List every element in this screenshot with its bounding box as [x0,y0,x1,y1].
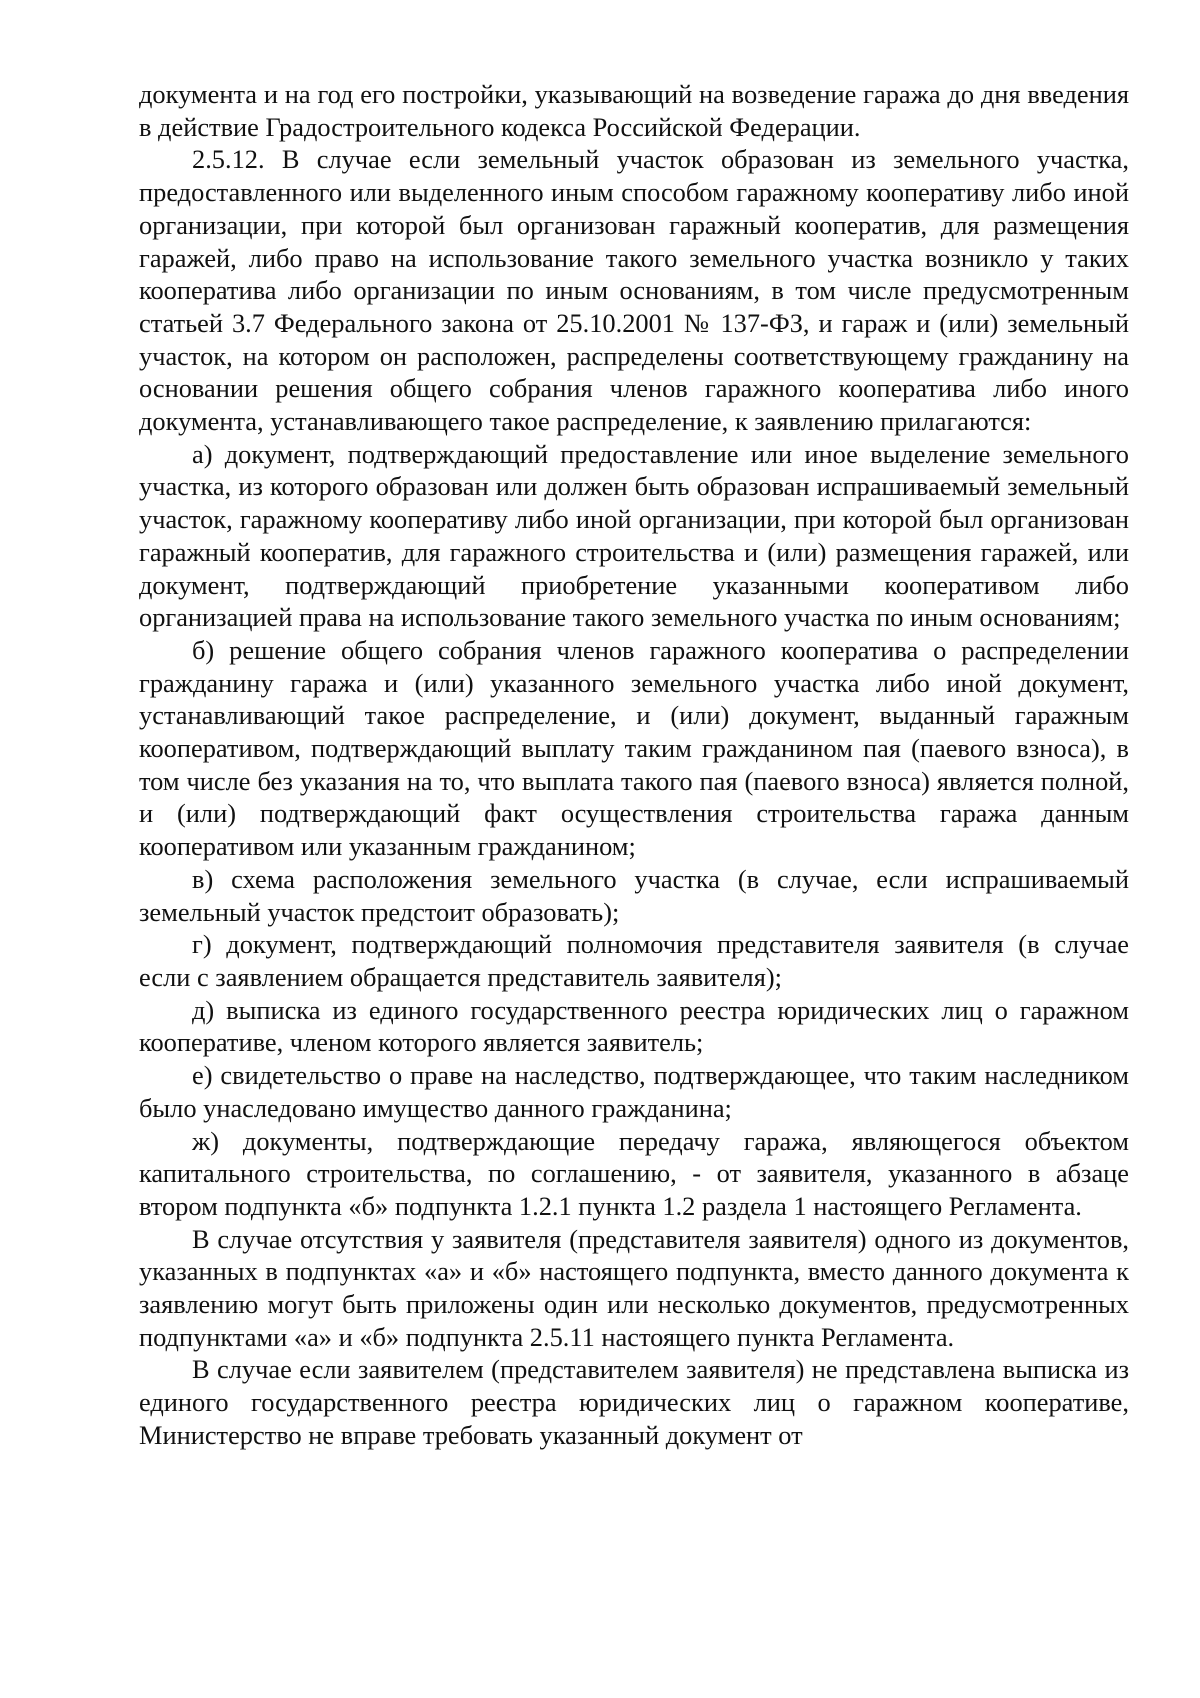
paragraph-2-5-12: 2.5.12. В случае если земельный участок образован из земельного участка, предоставленного или выделенного иным способом гаражному кооперативу либо иной организации, при которой был организован гаражный кооператив, для размещения гаражей, либо право на использование такого земельного участка возникло у таких кооператива либо организации по иным основаниям, в том числе предусмотренным статьей 3.7 Федерального закона от 25.10.2001 № 137-ФЗ, и гараж и (или) земельный участок, на котором он расположен, распределены соответствующему гражданину на основании решения общего собрания членов гаражного кооператива либо иного документа, устанавливающего такое распределение, к заявлению прилагаются: [139,144,1129,437]
paragraph-continuation: документа и на год его постройки, указывающий на возведение гаража до дня введения в действие Градостроительного кодекса Российской Федерации. [139,79,1129,142]
paragraph-egrul-extract: В случае если заявителем (представителем заявителя) не представлена выписка из единого государственного реестра юридических лиц о гаражном кооперативе, Министерство не вправе требовать указанный документ от [139,1354,1129,1450]
list-item-a: а) документ, подтверждающий предоставление или иное выделение земельного участка, из которого образован или должен быть образован испрашиваемый земельный участок, гаражному кооперативу либо иной организации, при которой был организован гаражный кооператив, для гаражного строительства и (или) размещения гаражей, или документ, подтверждающий приобретение указанными кооперативом либо организацией права на использование такого земельного участка по иным основаниям; [139,438,1129,633]
document-page [139,78,1129,1452]
list-item-d: д) выписка из единого государственного реестра юридических лиц о гаражном кооперативе, членом которого является заявитель; [139,994,1129,1058]
list-item-g: г) документ, подтверждающий полномочия представителя заявителя (в случае если с заявлением обращается представитель заявителя); [139,929,1129,992]
list-item-zh: ж) документы, подтверждающие передачу гаража, являющегося объектом капитального строительства, по соглашению, - от заявителя, указанного в абзаце втором подпункта «б» подпункта 1.2.1 пункта 1.2 раздела 1 настоящего Регламента. [139,1125,1129,1221]
paragraph-missing-documents: В случае отсутствия у заявителя (представителя заявителя) одного из документов, указанных в подпунктах «а» и «б» настоящего подпункта, вместо данного документа к заявлению могут быть приложены один или несколько документов, предусмотренных подпунктами «а» и «б» подпункта 2.5.11 настоящего пункта Регламента. [139,1223,1129,1352]
list-item-b: б) решение общего собрания членов гаражного кооператива о распределении гражданину гаража и (или) указанного земельного участка либо иной документ, устанавливающий такое распределение, и (или) документ, выданный гаражным кооперативом, подтверждающий выплату таким гражданином пая (паевого взноса), в том числе без указания на то, что выплата такого пая (паевого взноса) является полной, и (или) подтверждающий факт осуществления строительства гаража данным кооперативом или указанным гражданином; [139,634,1129,862]
list-item-e: е) свидетельство о праве на наследство, подтверждающее, что таким наследником было унаследовано имущество данного гражданина; [139,1060,1129,1123]
list-item-v: в) схема расположения земельного участка (в случае, если испрашиваемый земельный участок предстоит образовать); [139,863,1129,927]
